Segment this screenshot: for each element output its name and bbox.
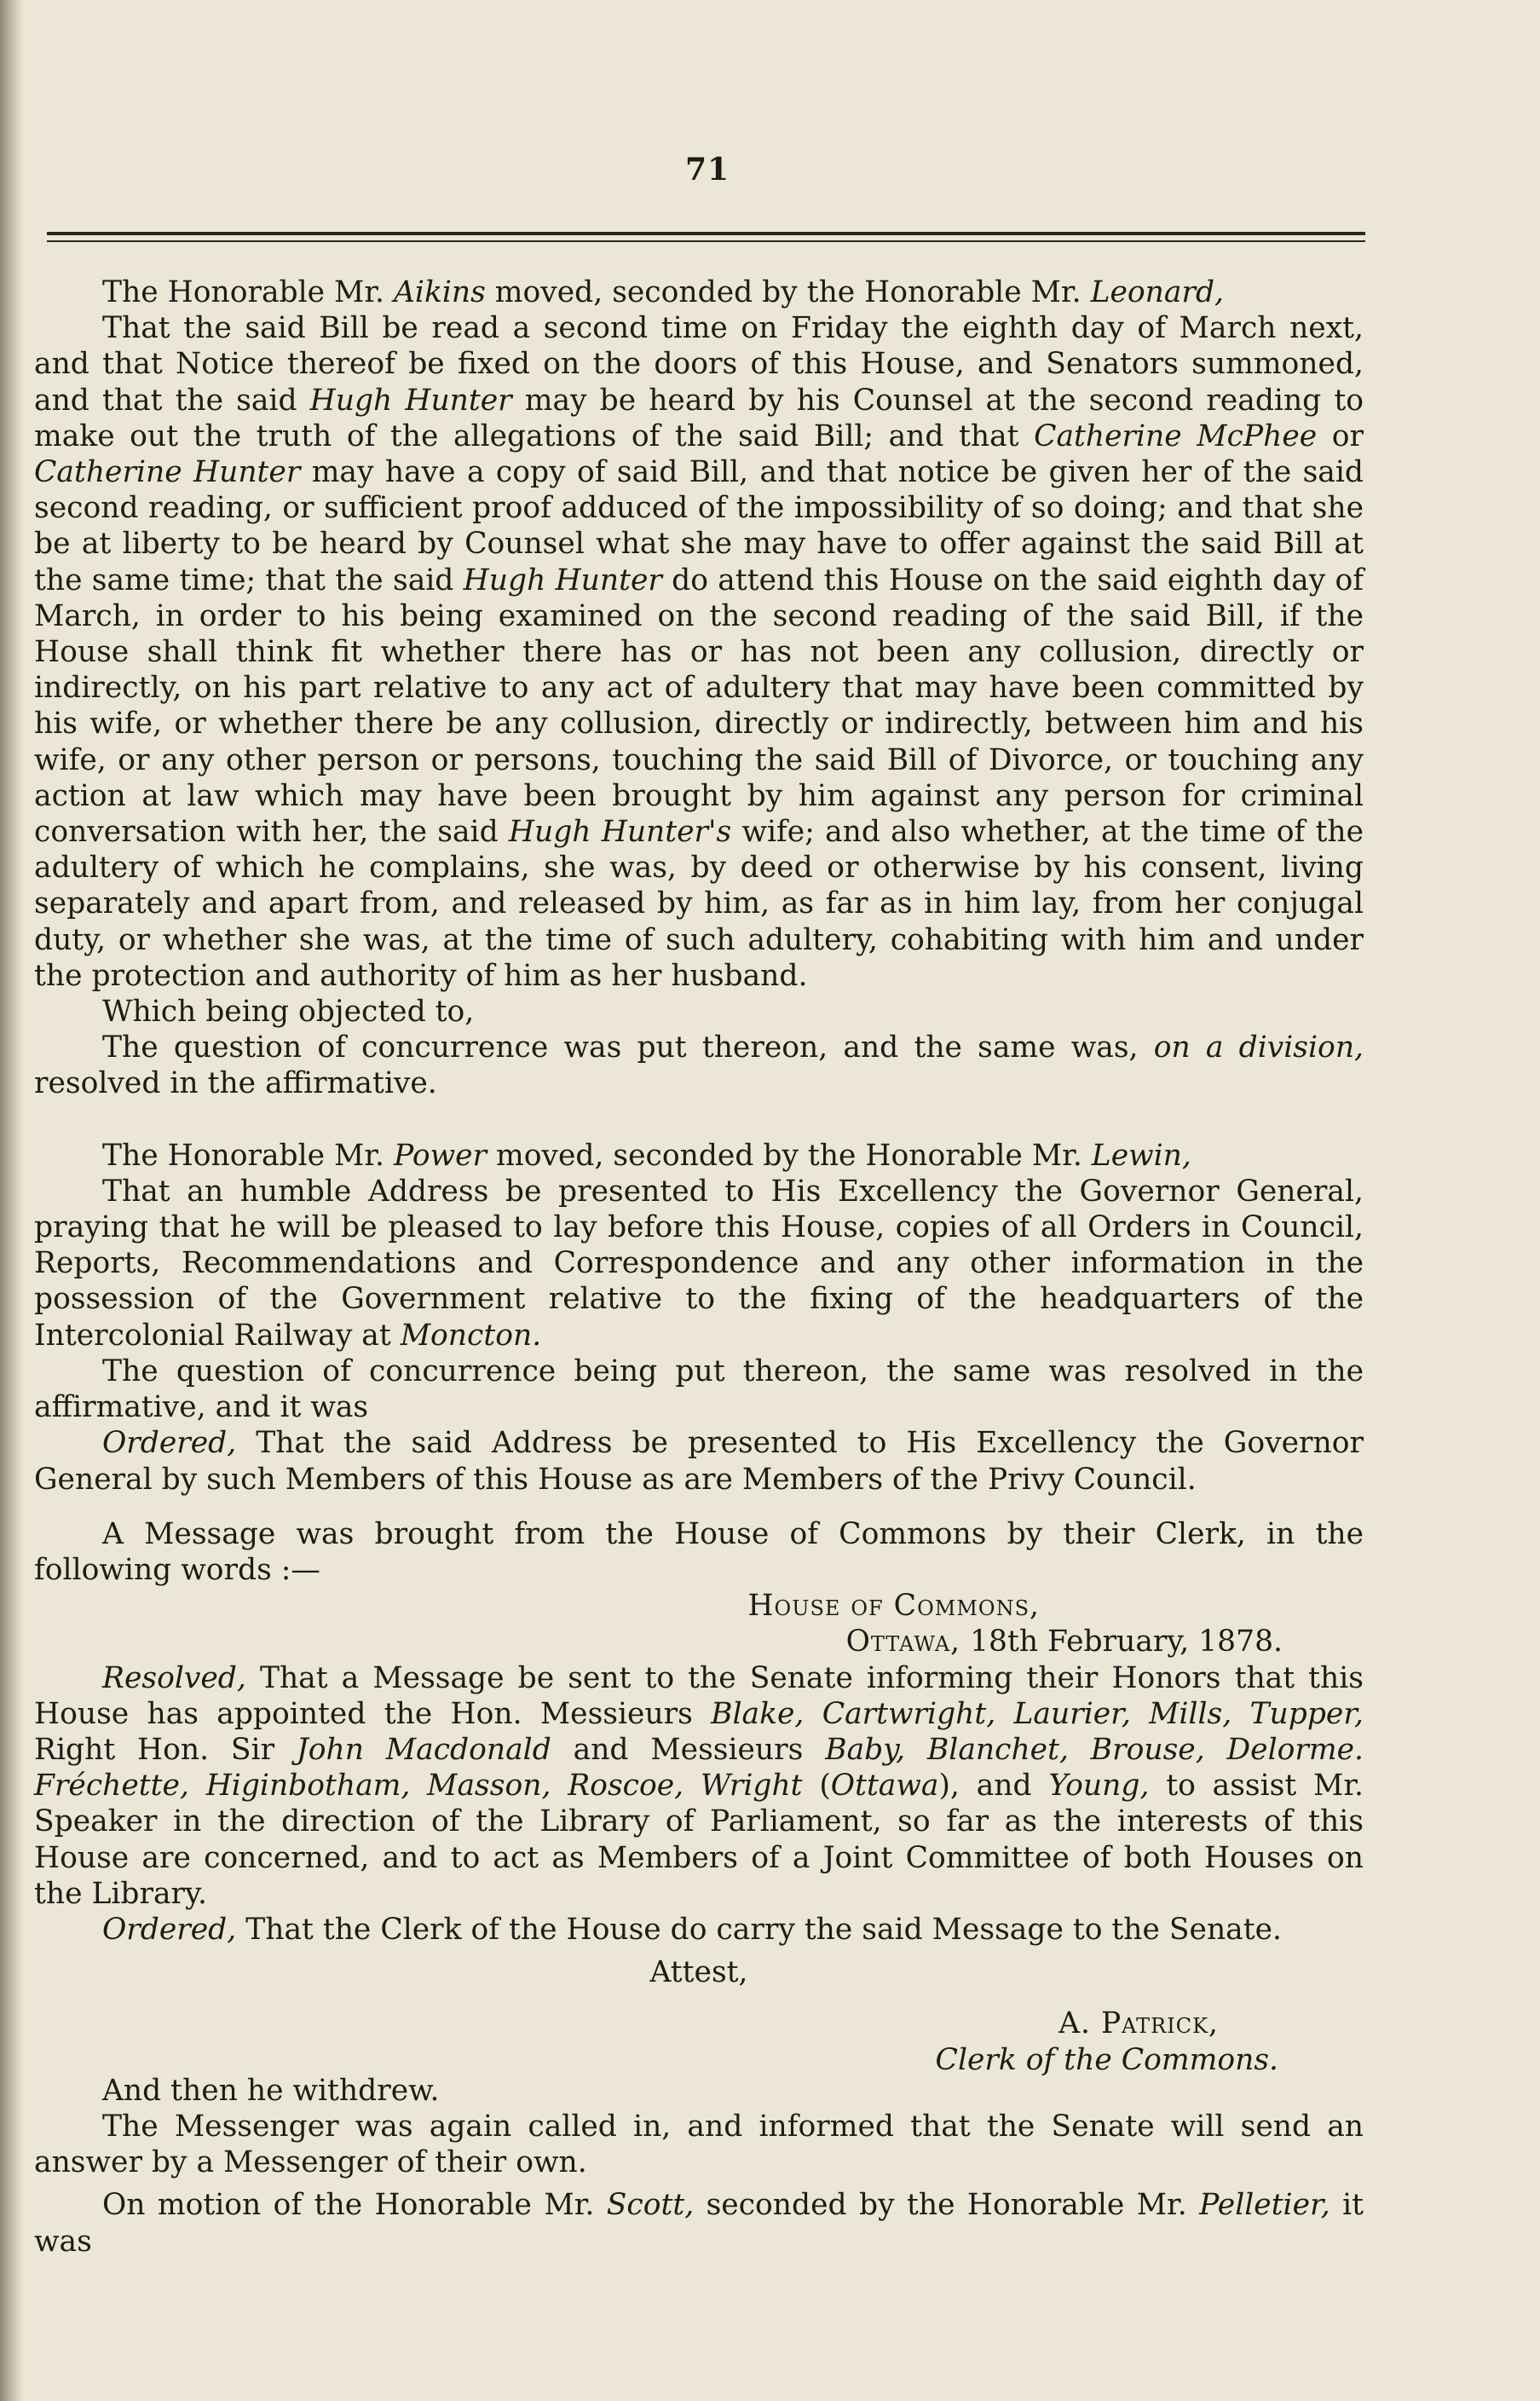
signature-title: Clerk of the Commons. xyxy=(935,2042,1278,2077)
attest-label: Attest, xyxy=(649,1955,748,1990)
message-heading-date: Ottawa, 18th February, 1878. xyxy=(845,1625,1283,1659)
message-heading-house: House of Commons, xyxy=(747,1589,1040,1624)
ordered-message: Ordered, That the Clerk of the House do carry the said Message to the Senate. xyxy=(102,1912,1282,1947)
journal-text xyxy=(34,274,1364,2260)
ordered-address: Ordered, That the said Address be presented to His Excellency the Governor General by such Members of this House as are Members of the Privy Council. xyxy=(34,1426,1364,1497)
address-paragraph: That an humble Address be presented to His Excellency the Governor General, praying that he will be pleased to lay before this House, copies of all Orders in Council, Reports, Recommendations and Correspondence and any other information in the possession of the Government relative to the fixing of the headquarters of the Intercolonial Railway at Moncton. xyxy=(34,1174,1364,1353)
signature-name: A. Patrick, xyxy=(1058,2006,1219,2041)
division-result: The question of concurrence was put thereon, and the same was, on a division, resolved in the affirmative. xyxy=(34,1030,1364,1101)
motion-power: The Honorable Mr. Power moved, seconded by the Honorable Mr. Lewin, xyxy=(102,1138,1191,1173)
objection-paragraph: Which being objected to, xyxy=(102,995,475,1030)
concurrence-paragraph: The question of concurrence being put thereon, the same was resolved in the affirmative, and it was xyxy=(34,1353,1364,1425)
header-rule-thin xyxy=(47,240,1365,242)
messenger-paragraph: The Messenger was again called in, and informed that the Senate will send an answer by a Messenger of their own. xyxy=(34,2109,1364,2180)
divorce-bill-resolution: That the said Bill be read a second time on Friday the eighth day of March next, and that Notice thereof be fixed on the doors of this House, and Senators summoned, and that the said Hugh Hunter may be heard by his Counsel at the second reading to make out the truth of the allegations of the said Bill; and that Catherine McPhee or Catherine Hunter may have a copy of said Bill, and that notice be given her of the said second reading, or sufficient proof adduced of the impossibility of so doing; and that she be at liberty to be heard by Counsel what she may have to offer against the said Bill at the same time; that the said Hugh Hunter do attend this House on the said eighth day of March, in order to his being examined on the second reading of the said Bill, if the House shall think fit whether there has or has not been any collusion, directly or indirectly, on his part relative to any act of adultery that may have been committed by his wife, or whether there be any collusion, directly or indirectly, between him and his wife, or any other person or persons, touching the said Bill of Divorce, or touching any action at law which may have been brought by him against any person for criminal conversation with her, the said Hugh Hunter's wife; and also whether, at the time of the adultery of which he complains, she was, by deed or otherwise by his consent, living separately and apart from, and released by him, as far as in him lay, from her conjugal duty, or whether she was, at the time of such adultery, cohabiting with him and under the protection and authority of him as her husband. xyxy=(34,311,1364,993)
message-intro: A Message was brought from the House of Commons by their Clerk, in the following words :— xyxy=(34,1516,1364,1587)
page-number: 71 xyxy=(684,152,730,188)
page-binding-edge xyxy=(0,0,22,2401)
motion-aikins: The Honorable Mr. Aikins moved, seconded by the Honorable Mr. Leonard, xyxy=(102,275,1224,309)
library-committee-resolution: Resolved, That a Message be sent to the Senate informing their Honors that this House has appointed the Hon. Messieurs Blake, Cartwright, Laurier, Mills, Tupper, Right Hon. Sir John Macdonald and Messieurs Baby, Blanchet, Brouse, Delorme. Fréchette, Higinbotham, Masson, Roscoe, Wright (Ottawa), and Young, to assist Mr. Speaker in the direction of the Library of Parliament, so far as the interests of this House are concerned, and to act as Members of a Joint Committee of both Houses on the Library. xyxy=(34,1660,1364,1911)
motion-scott: On motion of the Honorable Mr. Scott, seconded by the Honorable Mr. Pelletier, it was xyxy=(34,2188,1364,2259)
header-rule-thick xyxy=(47,232,1365,235)
withdrew-paragraph: And then he withdrew. xyxy=(102,2073,440,2108)
